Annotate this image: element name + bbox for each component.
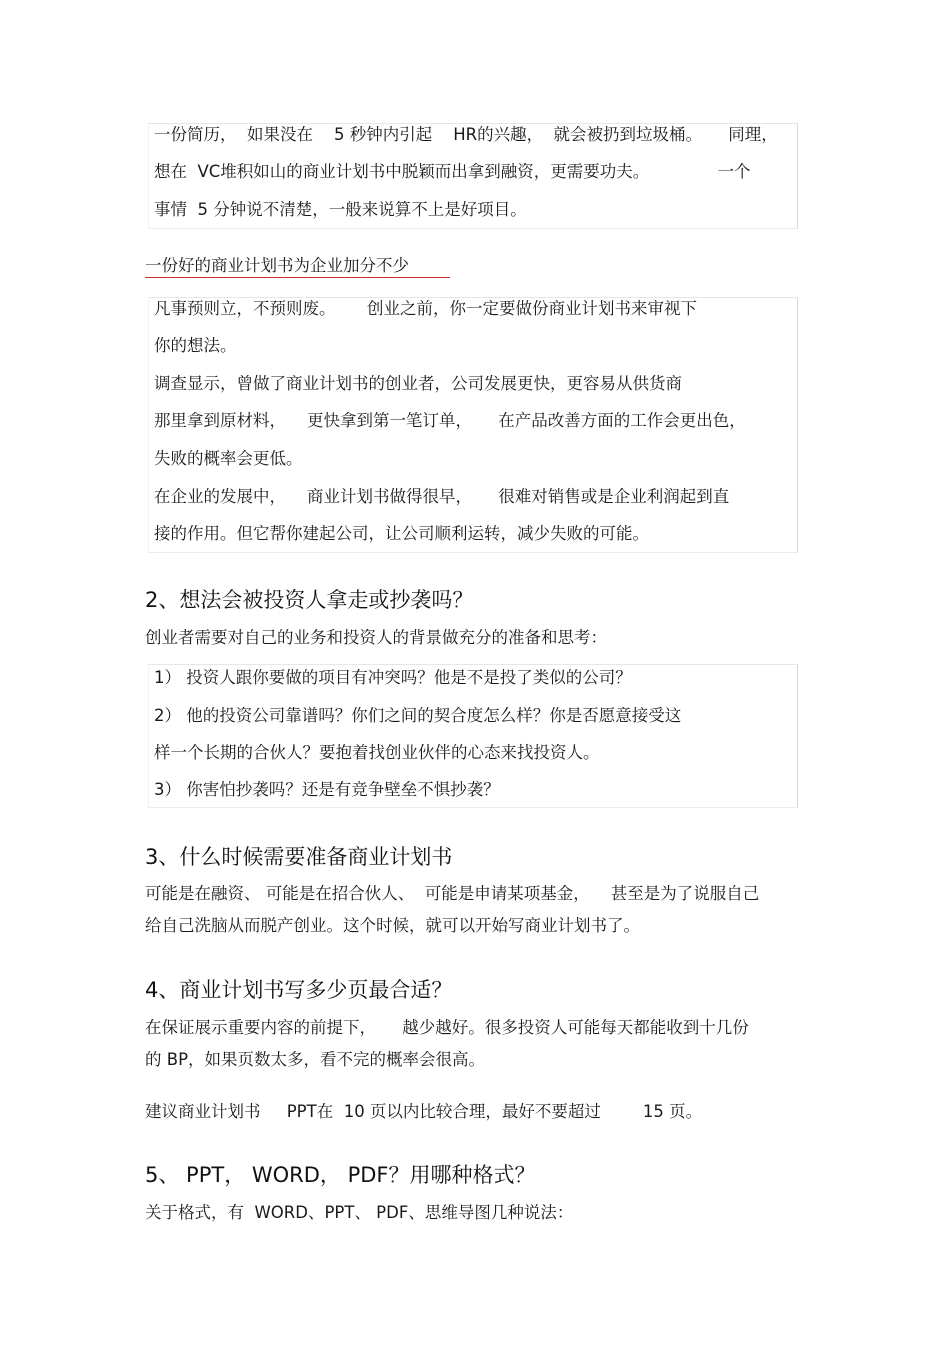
section1-line-5: 失败的概率会更低。 [154, 449, 303, 468]
section5-heading: 5、 PPT， WORD， PDF？用哪种格式？ [145, 1163, 536, 1187]
section1-line-1: 凡事预则立，不预则废。 创业之前，你一定要做份商业计划书来审视下 [154, 299, 697, 318]
section1-line-7: 接的作用。但它帮你建起公司，让公司顺利运转，减少失败的可能。 [154, 524, 649, 543]
section2-intro: 创业者需要对自己的业务和投资人的背景做充分的准备和思考： [145, 628, 607, 647]
section4-suggestion: 建议商业计划书 PPT在 10 页以内比较合理，最好不要超过 15 页。 [145, 1102, 703, 1121]
section2-item-2: 2） 他的投资公司靠谱吗？你们之间的契合度怎么样？你是否愿意接受这 [154, 706, 682, 725]
section4-line-2: 的 BP，如果页数太多，看不完的概率会很高。 [145, 1050, 486, 1069]
section2-item-3: 3） 你害怕抄袭吗？还是有竞争壁垒不惧抄袭？ [154, 780, 500, 799]
section3-line-2: 给自己洗脑从而脱产创业。这个时候，就可以开始写商业计划书了。 [145, 916, 640, 935]
section2-item-2-cont: 样一个长期的合伙人？要抱着找创业伙伴的心态来找投资人。 [154, 743, 600, 762]
section1-line-2: 你的想法。 [154, 336, 237, 355]
section1-title: 一份好的商业计划书为企业加分不少 [145, 256, 409, 275]
intro-line-1: 一份简历， 如果没在 5 秒钟内引起 HR的兴趣， 就会被扔到垃圾桶。 同理， [154, 125, 778, 144]
section1-title-underline [145, 277, 450, 278]
intro-line-3: 事情 5 分钟说不清楚，一般来说算不上是好项目。 [154, 200, 527, 219]
section1-line-3: 调查显示，曾做了商业计划书的创业者，公司发展更快，更容易从供货商 [154, 374, 682, 393]
section3-line-1: 可能是在融资、 可能是在招合伙人、 可能是申请某项基金， 甚至是为了说服自己 [145, 884, 760, 903]
section3-heading: 3、什么时候需要准备商业计划书 [145, 845, 453, 869]
section1-line-4: 那里拿到原材料， 更快拿到第一笔订单， 在产品改善方面的工作会更出色， [154, 411, 746, 430]
section5-intro: 关于格式，有 WORD、PPT、 PDF、思维导图几种说法： [145, 1203, 574, 1222]
section2-heading: 2、想法会被投资人拿走或抄袭吗？ [145, 588, 474, 612]
section4-line-1: 在保证展示重要内容的前提下， 越少越好。很多投资人可能每天都能收到十几份 [145, 1018, 749, 1037]
section1-line-6: 在企业的发展中， 商业计划书做得很早， 很难对销售或是企业利润起到直 [154, 487, 730, 506]
intro-line-2: 想在 VC堆积如山的商业计划书中脱颖而出拿到融资，更需要功夫。 一个 [154, 162, 751, 181]
section4-heading: 4、商业计划书写多少页最合适？ [145, 978, 453, 1002]
section2-item-1: 1） 投资人跟你要做的项目有冲突吗？他是不是投了类似的公司？ [154, 668, 632, 687]
